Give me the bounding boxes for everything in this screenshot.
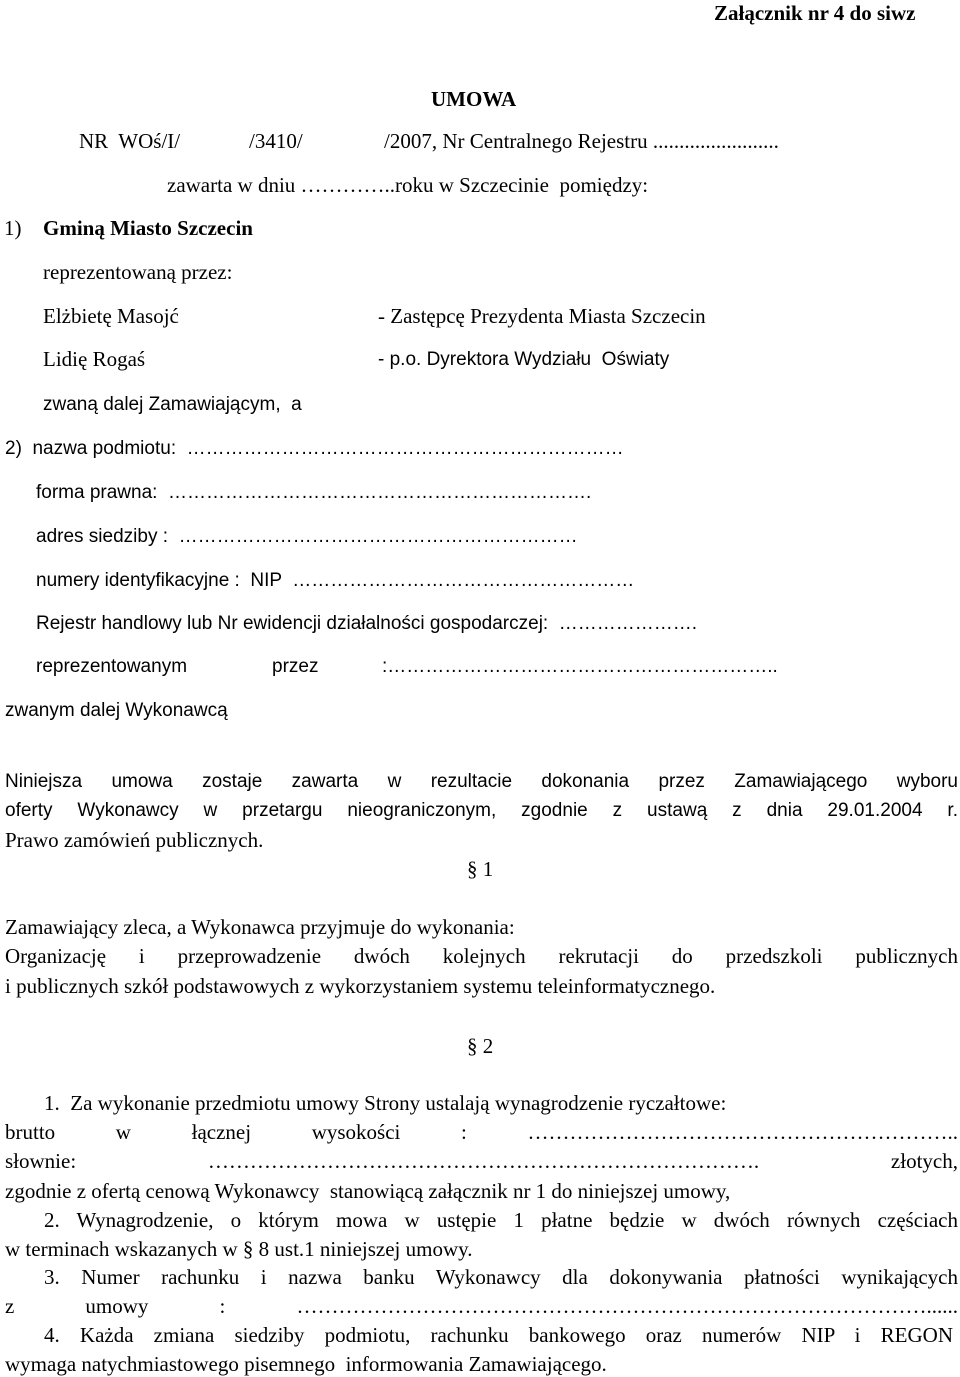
contract-number-suffix: /2007, Nr Centralnego Rejestru ........................: [384, 129, 779, 153]
party2-called: zwanym dalej Wykonawcą: [5, 700, 228, 721]
section2-p1: 1. Za wykonanie przedmiotu umowy Strony ustalają wynagrodzenie ryczałtowe:: [44, 1091, 727, 1115]
party2-legal-form: forma prawna: ………………………………………………………….: [36, 482, 592, 503]
intro-line-3: Prawo zamówień publicznych.: [5, 828, 264, 852]
section2-p2-line-1: 2. Wynagrodzenie, o którym mowa w ustępie 1 płatne będzie w dwóch równych częściach: [44, 1208, 958, 1232]
party2-register: Rejestr handlowy lub Nr ewidencji działalności gospodarczej: ………………….: [36, 613, 698, 634]
section1-line-1: Zamawiający zleca, a Wykonawca przyjmuje do wykonania:: [5, 915, 515, 939]
party1-rep1-role: - Zastępcę Prezydenta Miasta Szczecin: [378, 304, 706, 328]
contract-number-prefix: NR WOś/I/: [79, 129, 181, 153]
party1-rep2-role: - p.o. Dyrektora Wydziału Oświaty: [378, 349, 670, 370]
section1-line-2: Organizację i przeprowadzenie dwóch kolejnych rekrutacji do przedszkoli publicznych: [5, 944, 958, 968]
party2-address: adres siedziby : ………………………………………………………: [36, 526, 578, 547]
section2-p1-offer: zgodnie z ofertą cenową Wykonawcy stanowiącą załącznik nr 1 do niniejszej umowy,: [5, 1179, 731, 1203]
section2-p2-line-2: w terminach wskazanych w § 8 ust.1 niniejszej umowy.: [5, 1237, 473, 1261]
intro-line-1: Niniejsza umowa zostaje zawarta w rezultacie dokonania przez Zamawiającego wyboru: [5, 771, 958, 792]
section2-p3-line-1: 3. Numer rachunku i nazwa banku Wykonawcy dla dokonywania płatności wynikających: [44, 1265, 958, 1289]
party2-represented-value: :……………………………………………………..: [382, 656, 778, 677]
section2-p4-line-1: 4. Każda zmiana siedziby podmiotu, rachunku bankowego oraz numerów NIP i REGON: [44, 1323, 953, 1347]
party1-represented-by: reprezentowaną przez:: [43, 260, 233, 284]
party1-rep2-name: Lidię Rogaś: [43, 347, 146, 371]
party2-represented-label: reprezentowanym: [36, 656, 188, 677]
contract-date-line: zawarta w dniu …………..roku w Szczecinie pomiędzy:: [167, 173, 649, 197]
intro-line-2: oferty Wykonawcy w przetargu nieograniczonym, zgodnie z ustawą z dnia 29.01.2004 r.: [5, 800, 958, 821]
section2-p3-line-2: z umowy : ………………………………………………………………………………......: [5, 1294, 958, 1318]
section1-line-3: i publicznych szkół podstawowych z wykorzystaniem systemu teleinformatycznego.: [5, 974, 716, 998]
party2-represented-by: przez: [272, 656, 319, 677]
party1-rep1-name: Elżbietę Masojć: [43, 304, 179, 328]
party1-number: 1): [4, 216, 22, 240]
section2-p4-line-2: wymaga natychmiastowego pisemnego informowania Zamawiającego.: [5, 1352, 607, 1376]
section2-p1-words: słownie: ……………………………………………………………………. złotych,: [5, 1149, 958, 1173]
party2-subject-name: 2) nazwa podmiotu: ……………………………………………………………: [5, 438, 624, 459]
section2-p1-gross: brutto w łącznej wysokości : ……………………………………………………..: [5, 1120, 958, 1144]
party1-name: Gminą Miasto Szczecin: [43, 216, 253, 240]
party1-called: zwaną dalej Zamawiającym, a: [43, 394, 302, 415]
section1-heading: § 1: [467, 857, 494, 881]
party2-ids: numery identyfikacyjne : NIP ………………………………………………: [36, 570, 635, 591]
attachment-header: Załącznik nr 4 do siwz: [714, 1, 916, 25]
document-title: UMOWA: [431, 87, 517, 111]
section2-heading: § 2: [467, 1034, 494, 1058]
contract-number-middle: /3410/: [249, 129, 303, 153]
